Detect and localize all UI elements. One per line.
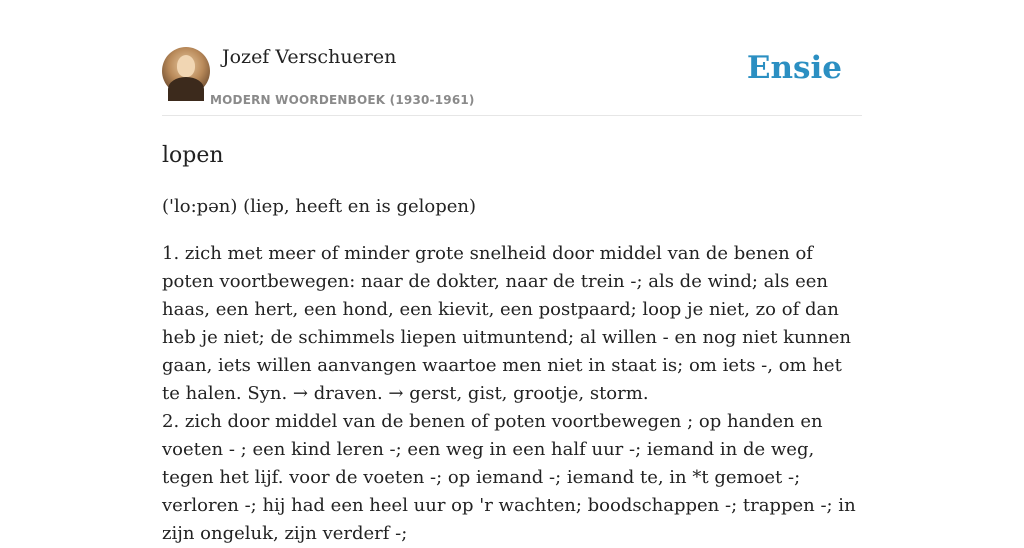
author-name[interactable]: Jozef Verschueren bbox=[222, 46, 397, 68]
entry-pronunciation: ('lo:pən) (liep, heeft en is gelopen) bbox=[162, 196, 477, 217]
entry-term: lopen bbox=[162, 143, 224, 168]
source-label[interactable]: MODERN WOORDENBOEK (1930-1961) bbox=[210, 93, 475, 107]
header bbox=[162, 0, 862, 116]
avatar-body bbox=[168, 77, 204, 101]
author-avatar[interactable] bbox=[162, 47, 210, 95]
definition-sense-1: 1. zich met meer of minder grote snelheid door middel van de benen of poten voortbewegen: naar de dokter, naar de trein -; als de wind; als een haas, een hert, een hond, een kievit, een postpaard; loop je niet, zo of dan heb je niet; de schimmels liepen uitmuntend; al willen - en nog niet kunnen gaan, iets willen aanvangen waartoe men niet in staat is; om iets -, om het te halen. Syn. → draven. → gerst, gist, grootje, storm. bbox=[162, 243, 852, 404]
entry-definition bbox=[162, 240, 862, 548]
ensie-logo[interactable]: Ensie bbox=[746, 50, 842, 86]
definition-sense-2: 2. zich door middel van de benen of poten voortbewegen ; op handen en voeten - ; een kind leren -; een weg in een half uur -; iemand in de weg, tegen het lijf. voor de voeten -; op iemand -; iemand te, in *t gemoet -; verloren -; hij had een heel uur op 'r wachten; boodschappen -; trappen -; in zijn ongeluk, zijn verderf -; bbox=[162, 411, 856, 544]
avatar-face bbox=[177, 55, 195, 77]
page bbox=[162, 0, 862, 544]
